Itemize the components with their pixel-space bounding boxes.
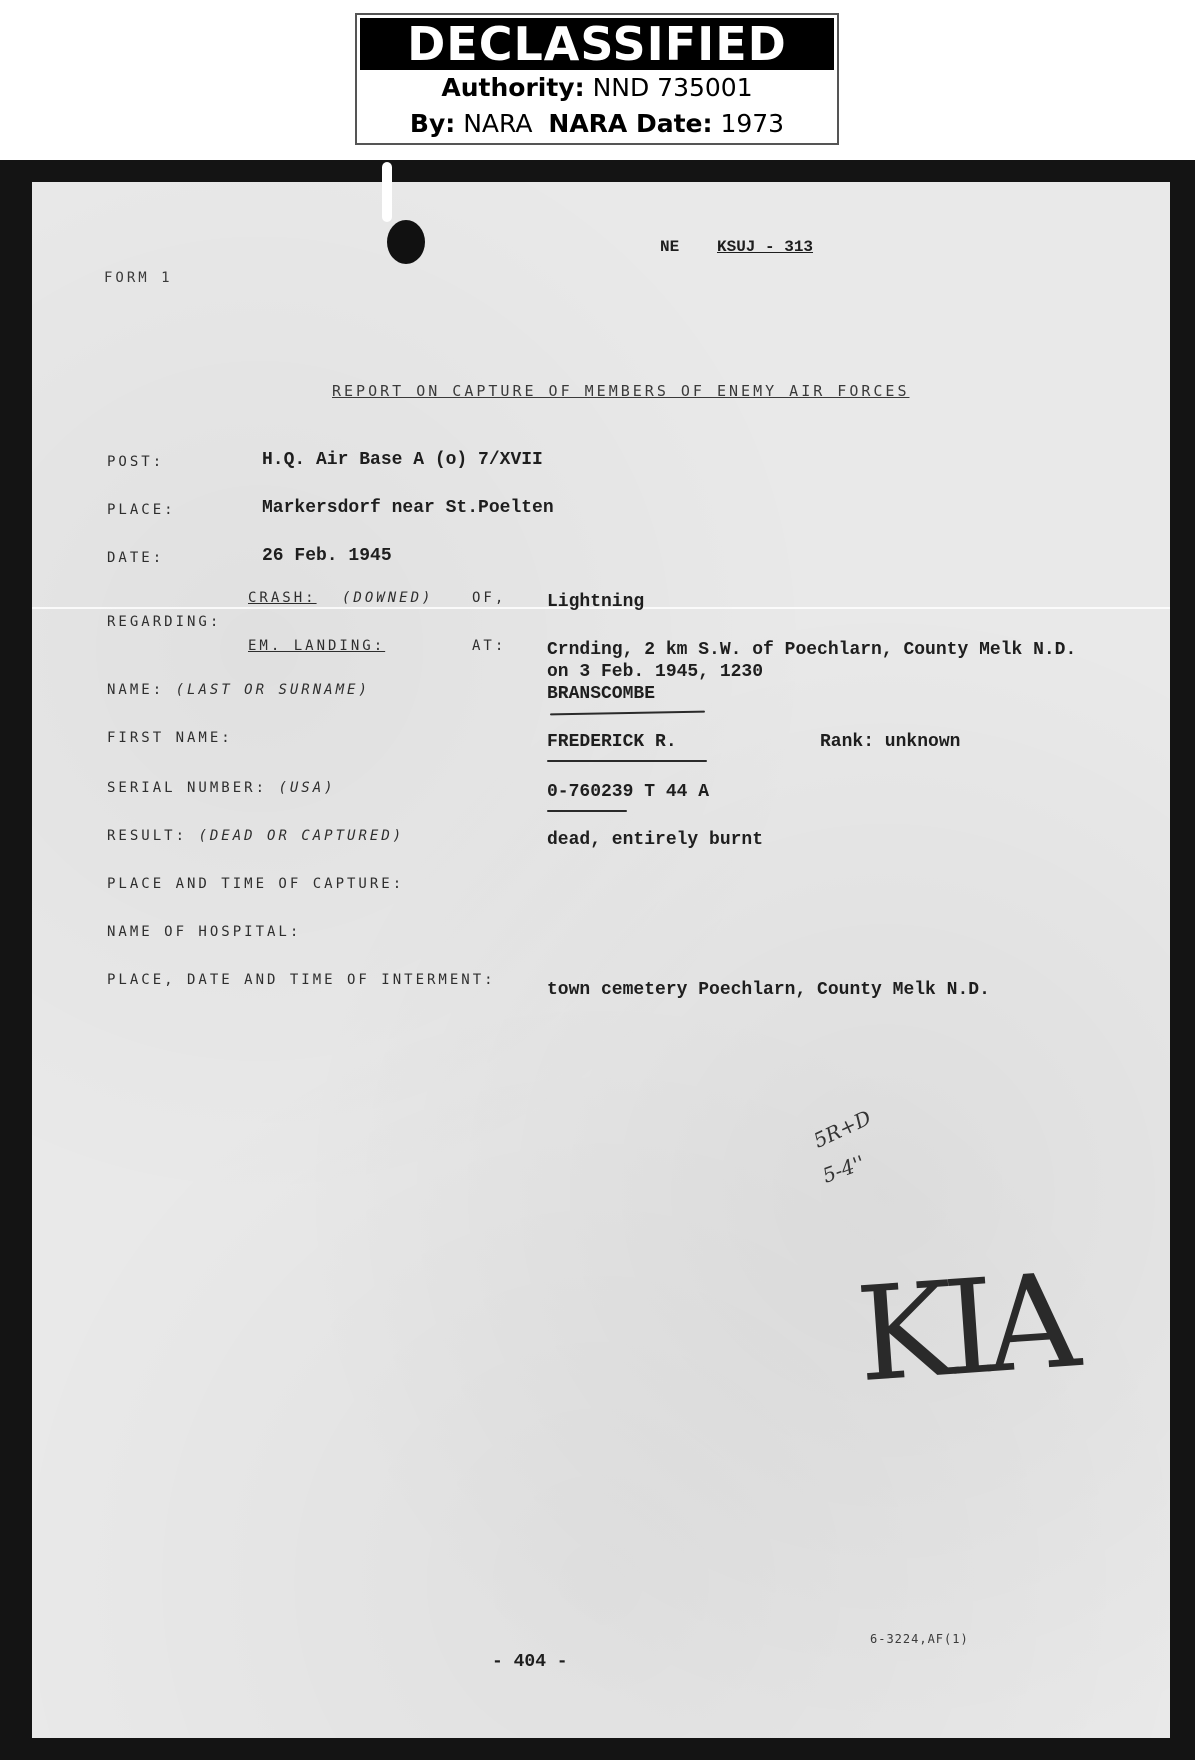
serial-number-value: 0-760239 T 44 A: [547, 782, 710, 802]
crash-label: CRASH:: [248, 590, 317, 606]
stamp-authority: [357, 70, 837, 106]
punch-hole: [387, 220, 425, 264]
kia-handwritten: KIA: [851, 1244, 1075, 1412]
place-value: Markersdorf near St.Poelten: [262, 498, 554, 518]
scanned-document: [0, 160, 1195, 1760]
reference-number: KSUJ - 313: [717, 238, 814, 256]
date-value: 26 Feb. 1945: [262, 546, 392, 566]
report-title: REPORT ON CAPTURE OF MEMBERS OF ENEMY AIR FORCES: [332, 382, 910, 400]
paper-sheet: [32, 182, 1170, 1738]
serial-hint: (USA): [278, 780, 336, 796]
first-name-label: FIRST NAME:: [107, 730, 233, 746]
name-label: [107, 682, 370, 698]
serial-number-label: [107, 780, 336, 796]
date-label: DATE:: [107, 550, 165, 566]
form-code: 6-3224,AF(1): [870, 1632, 969, 1646]
of-label: OF,: [472, 590, 507, 606]
paper-tear: [382, 162, 392, 222]
first-name-underline: [547, 760, 707, 762]
handwritten-note-line1: 5R+D: [809, 1105, 875, 1153]
stamp-by-label: By:: [409, 109, 456, 138]
stamp-date-value: 1973: [720, 109, 785, 138]
first-name-value: FREDERICK R.: [547, 732, 677, 752]
result-label: [107, 828, 404, 844]
em-landing-label: EM. LANDING:: [248, 638, 386, 654]
stamp-authority-label: Authority:: [441, 73, 585, 102]
interment-value: town cemetery Poechlarn, County Melk N.D.: [547, 980, 990, 1000]
serial-label-text: SERIAL NUMBER:: [107, 780, 268, 796]
hospital-label: NAME OF HOSPITAL:: [107, 924, 302, 940]
stamp-by-value: NARA: [463, 109, 533, 138]
result-value: dead, entirely burnt: [547, 830, 764, 850]
name-hint: (LAST OR SURNAME): [175, 682, 370, 698]
stamp-by: [357, 106, 837, 142]
capture-label: PLACE AND TIME OF CAPTURE:: [107, 876, 405, 892]
aircraft-value: Lightning: [547, 592, 645, 612]
at-label: AT:: [472, 638, 507, 654]
result-label-text: RESULT:: [107, 828, 188, 844]
declassified-stamp: [355, 13, 839, 145]
form-number: FORM 1: [104, 270, 173, 286]
result-hint: (DEAD OR CAPTURED): [198, 828, 405, 844]
post-value: H.Q. Air Base A (o) 7/XVII: [262, 450, 543, 470]
name-label-text: NAME:: [107, 682, 165, 698]
location-value-line1: Crnding, 2 km S.W. of Poechlarn, County Melk N.D.: [547, 640, 1077, 660]
reference-prefix: NE: [660, 238, 680, 256]
serial-underline: [547, 810, 627, 812]
post-label: POST:: [107, 454, 165, 470]
interment-label: PLACE, DATE AND TIME OF INTERMENT:: [107, 972, 496, 988]
surname-underline: [550, 711, 705, 716]
surname-value: BRANSCOMBE: [547, 684, 656, 704]
place-label: PLACE:: [107, 502, 176, 518]
page-number: - 404 -: [492, 1652, 568, 1672]
stamp-title: DECLASSIFIED: [360, 18, 834, 70]
regarding-label: REGARDING:: [107, 614, 222, 630]
stamp-authority-value: NND 735001: [592, 73, 753, 102]
stamp-date-label: NARA Date:: [548, 109, 713, 138]
downed-label: (DOWNED): [342, 590, 434, 606]
location-value-line2: on 3 Feb. 1945, 1230: [547, 662, 764, 682]
handwritten-note-line2: 5-4'': [819, 1150, 869, 1188]
rank-value: Rank: unknown: [820, 732, 961, 752]
